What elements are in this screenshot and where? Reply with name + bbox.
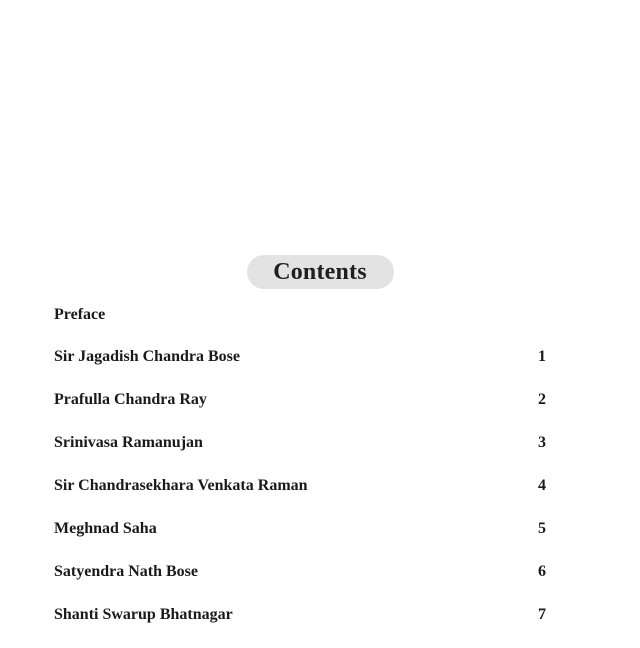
toc-entry-title: Meghnad Saha	[54, 520, 157, 537]
toc-entry-page-number: 1	[538, 348, 546, 365]
title-container	[0, 255, 640, 289]
toc-entry-page-number: 3	[538, 434, 546, 451]
toc-entry	[54, 562, 546, 605]
toc-entry-title: Srinivasa Ramanujan	[54, 434, 203, 451]
toc-entry-page-number: 7	[538, 606, 546, 623]
preface-entry: Preface	[54, 306, 106, 323]
toc-entry-title: Prafulla Chandra Ray	[54, 391, 207, 408]
toc-entry-title: Satyendra Nath Bose	[54, 563, 199, 580]
toc-entry-title: Shanti Swarup Bhatnagar	[54, 606, 233, 623]
toc-entry	[54, 605, 546, 648]
toc-entry	[54, 433, 546, 476]
toc-entry-page-number: 2	[538, 391, 546, 408]
toc-entry	[54, 390, 546, 433]
toc-entry-page-number: 5	[538, 520, 546, 537]
toc-entry-title: Sir Jagadish Chandra Bose	[54, 348, 240, 365]
toc-entry-page-number: 4	[538, 477, 546, 494]
toc-entry	[54, 347, 546, 390]
table-of-contents	[54, 347, 546, 648]
toc-entry-title: Sir Chandrasekhara Venkata Raman	[54, 477, 308, 494]
toc-entry	[54, 519, 546, 562]
toc-entry-page-number: 6	[538, 563, 546, 580]
page-title: Contents	[247, 255, 394, 289]
toc-entry	[54, 476, 546, 519]
